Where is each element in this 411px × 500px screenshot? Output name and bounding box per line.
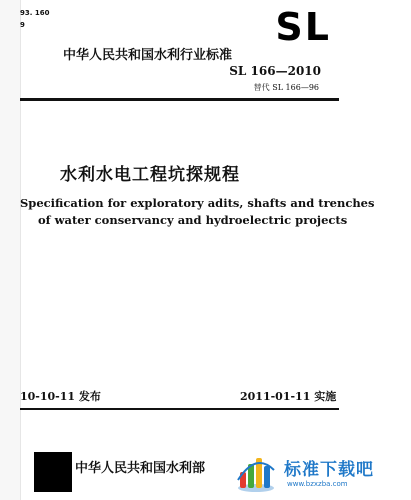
sl-logo: SL xyxy=(275,5,331,49)
implementation-date: 2011-01-11 实施 xyxy=(240,390,337,403)
footer-divider xyxy=(20,408,339,410)
issue-date: 10-10-11 发布 xyxy=(20,390,101,403)
title-chinese: 水利水电工程坑探规程 xyxy=(60,165,240,185)
bar-chart-logo-icon xyxy=(234,450,278,494)
standard-number: SL 166—2010 xyxy=(229,64,321,78)
issuing-authority: 中华人民共和国水利部 xyxy=(75,461,206,476)
watermark-url: www.bzxzba.com xyxy=(287,480,348,488)
ministry-emblem xyxy=(34,452,72,492)
page-edge xyxy=(0,0,21,500)
title-english-line1: Specification for exploratory adits, shafts and trenches xyxy=(20,196,375,210)
header-divider xyxy=(20,98,339,101)
title-english-line2: of water conservancy and hydroelectric projects xyxy=(38,213,348,227)
ics-code: 93. 160 xyxy=(20,9,50,17)
watermark-text: 标准下载吧 xyxy=(284,460,374,480)
replaces-standard: 替代 SL 166—96 xyxy=(253,83,319,92)
ministry-standard-heading: 中华人民共和国水利行业标准 xyxy=(63,48,233,63)
class-code: 9 xyxy=(20,21,25,29)
